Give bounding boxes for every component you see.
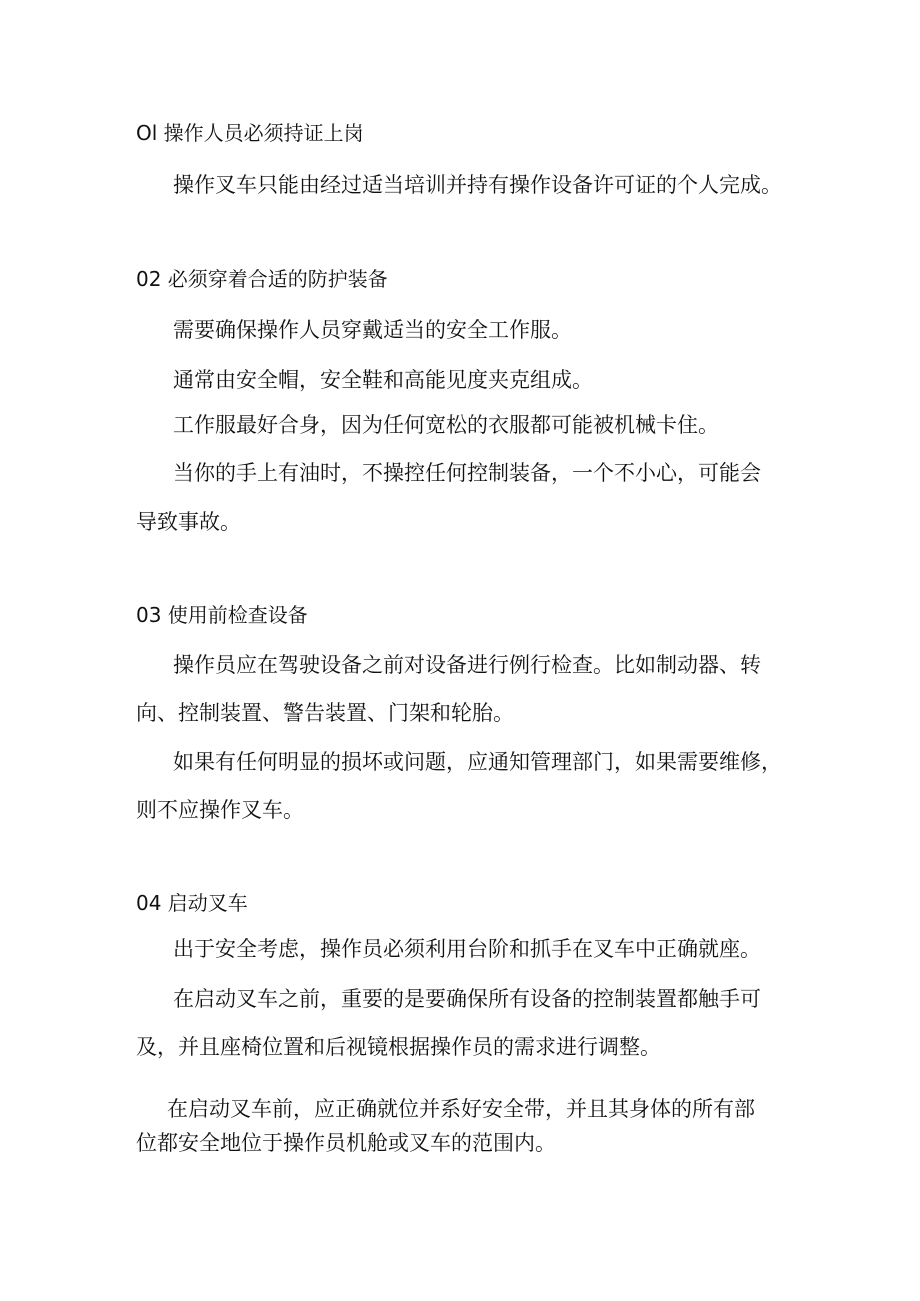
section-02-paragraph-line: 工作服最好合身，因为任何宽松的衣服都可能被机械卡住。 <box>173 413 719 437</box>
section-03-paragraph-line: 则不应操作叉车。 <box>136 798 304 822</box>
section-04-paragraph-line: 在启动叉车前，应正确就位并系好安全带，并且其身体的所有部 <box>167 1097 755 1121</box>
section-04-paragraph-line: 及，并且座椅位置和后视镜根据操作员的需求进行调整。 <box>136 1035 661 1059</box>
section-04-paragraph-line: 出于安全考虑，操作员必须利用台阶和抓手在叉车中正确就座。 <box>173 937 761 961</box>
section-03-paragraph-line: 向、控制装置、警告装置、门架和轮胎。 <box>136 701 514 725</box>
section-04-paragraph-line: 位都安全地位于操作员机舱或叉车的范围内。 <box>136 1131 556 1155</box>
section-01-paragraph-line: 操作叉车只能由经过适当培训并持有操作设备许可证的个人完成。 <box>173 173 782 197</box>
section-02-paragraph-line: 需要确保操作人员穿戴适当的安全工作服。 <box>173 318 572 342</box>
section-02-paragraph-line: 当你的手上有油时，不操控任何控制装备，一个不小心，可能会 <box>173 461 761 485</box>
section-01-heading: Ol 操作人员必须持证上岗 <box>136 121 364 145</box>
section-02-paragraph-line: 通常由安全帽，安全鞋和高能见度夹克组成。 <box>173 368 593 392</box>
section-03-paragraph-line: 操作员应在驾驶设备之前对设备进行例行检查。比如制动器、转 <box>173 653 761 677</box>
section-04-paragraph-line: 在启动叉车之前，重要的是要确保所有设备的控制装置都触手可 <box>173 987 761 1011</box>
section-02-heading: 02 必须穿着合适的防护装备 <box>136 267 388 291</box>
section-02-paragraph-line: 导致事故。 <box>136 510 241 534</box>
section-03-paragraph-line: 如果有任何明显的损坏或问题，应通知管理部门，如果需要维修， <box>173 750 782 774</box>
section-03-heading: 03 使用前检查设备 <box>136 603 308 627</box>
section-04-heading: 04 启动叉车 <box>136 891 248 915</box>
